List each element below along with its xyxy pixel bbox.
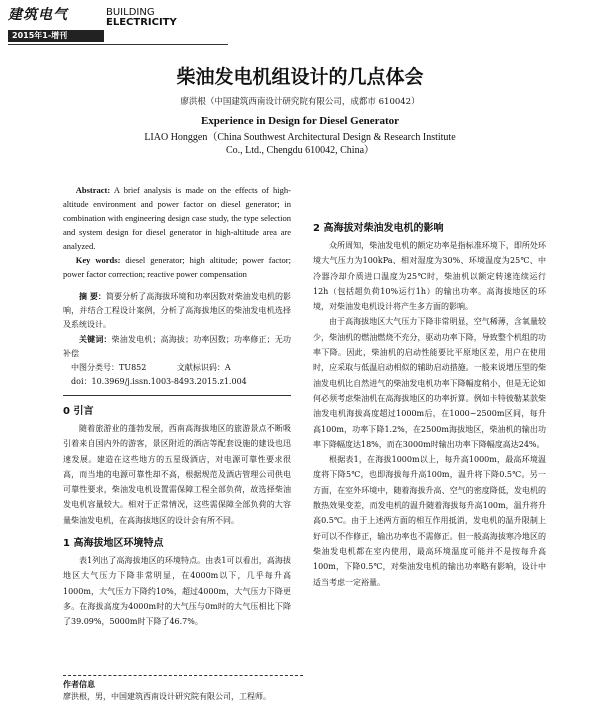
abstract-cn — [63, 289, 291, 332]
author-en-line-1: LIAO Honggen（China Southwest Architectural Design & Research Institute — [144, 132, 456, 143]
abstract-cn-label: 摘 要： — [79, 291, 106, 301]
section-heading-2: 2 高海拔对柴油发电机的影响 — [313, 223, 444, 234]
clc-number: 中图分类号：TU852 — [71, 363, 147, 372]
footnote-rule — [63, 675, 303, 676]
right-column — [313, 185, 546, 590]
journal-name-en — [106, 8, 177, 28]
document-code: 文献标识码：A — [176, 363, 231, 372]
classification-line — [63, 361, 291, 375]
abstract-en — [63, 183, 291, 253]
section-heading-1: 1 高海拔地区环境特点 — [63, 538, 164, 550]
header-rule — [8, 44, 228, 45]
journal-logo: 建筑电气 — [8, 7, 68, 23]
abstract-separator — [63, 395, 291, 396]
author-cn: 廖洪根（中国建筑西南设计研究院有限公司，成都市 610042） — [180, 97, 420, 107]
title-en: Experience in Design for Diesel Generator — [200, 115, 400, 127]
doi: doi：10.3969/j.issn.1003-8493.2015.z1.004 — [71, 377, 247, 386]
author-footnote — [63, 675, 543, 704]
abstract-cn-text: 简要分析了高海拔环境和功率因数对柴油发电机的影响，并结合工程设计案例，分析了高海拔地区的柴油发电机选择及系统设计。 — [63, 292, 291, 329]
keywords-en-text: diesel generator; high altitude; power factor; power factor correction; reactive power compensation — [63, 255, 291, 279]
abstract-en-label: Abstract: — [75, 185, 111, 195]
keywords-en-label: Key words: — [75, 255, 121, 265]
keywords-cn — [63, 332, 291, 361]
journal-header — [8, 4, 228, 44]
left-column — [63, 183, 291, 630]
footnote-text: 廖洪根，男，中国建筑西南设计研究院有限公司，工程师。 — [63, 692, 271, 701]
author-en — [40, 131, 560, 157]
author-en-line-2: Co., Ltd., Chengdu 610042, China） — [225, 145, 375, 156]
section-1-paragraph: 表1列出了高海拔地区的环境特点。由表1可以看出，高海拔地区大气压力下降非常明显，在4000m以下，几乎每升高1000m，大气压力下降约10%，超过4000m，大气压力下降更多。在海拔高度为4000m时的大气压与0m时的大气压相比下降了39.09%，5000m时下降了46.7%。 — [63, 556, 291, 627]
intro-paragraph: 随着旅游业的蓬勃发展，西南高海拔地区的旅游景点不断吸引着来自国内外的游客，景区附近的酒店等配套设施的建设也迅速发展。建造在这些地方的五星级酒店，对电源可靠性要求很高，而当地的电源可靠性却不高，根据规范及酒店管理公司供电可靠性要求，柴油发电机设置需保障工程全部负荷，故选择柴油发电机容量较大。相对于正常情况，这些需保障全部负荷的大容量柴油发电机，在高海拔地区的设计会有所不同。 — [63, 424, 291, 525]
title-cn: 柴油发电机组设计的几点体会 — [176, 66, 424, 88]
section-2-paragraph-2: 由于高海拔地区大气压力下降非常明显，空气稀薄，含氧量较少，柴油机的燃油燃烧不充分，驱动功率下降，导致整个机组的功率下降。因此，柴油机的启动性能要比平原地区差，用户在使用时，应采取与低温启动相似的辅助启动措施。一般来说增压型的柴油发电机比自然进气的柴油发电机功率下降幅度稍小，但是无论如何必须考虑柴油机在高海拔地区的功率折算。例如卡特彼勒某款柴油发电机海拔高度超过1000m后，在1000~2500m区间，每升高100m，功率下降1.2%，在2500m海拔地区，柴油机的输出功率下降幅度达18%，而在3000m时输出功率下降幅度高达24%。 — [313, 317, 546, 449]
keywords-cn-text: 柴油发电机；高海拔；功率因数；功率修正；无功补偿 — [63, 335, 291, 358]
journal-name-en-1: BUILDING — [106, 7, 155, 18]
issue-label: 2015年1-增刊 — [8, 30, 104, 42]
section-heading-intro: 0 引言 — [63, 406, 94, 417]
section-2-paragraph-3: 根据表1，在海拔1000m以上，每升高1000m，最高环境温度将下降5℃，也即海拔每升高100m，温升将下降0.5℃。另一方面，在室外环境中，随着海拔升高、空气的密度降低，发电机的散热效果变差，而发电机的温升随着海拔每升高100m，温升将升高0.5℃。由于上述两方面的相互作用抵消，发电机的温升限制上好可以不作修正，输出功率也不需修正。但一般高海拔寒冷地区的柴油发电机都在室内使用，最高环境温度可能并不是按每升高100m，下降0.5℃，对柴油发电机的输出功率略有影响，设计中适当考虑一定裕量。 — [313, 455, 546, 587]
section-2-paragraph-1: 众所周知，柴油发电机的额定功率是指标准环境下，即所处环境大气压力为100kPa、相对湿度为30%、环境温度为25℃、中冷器冷却介质进口温度为25℃时，柴油机以额定转速连续运行12h（包括超负荷10%运行1h）的输出功率。高海拔地区的环境，对柴油发电机设计将产生多方面的影响。 — [313, 241, 546, 312]
keywords-cn-label: 关键词： — [79, 334, 112, 344]
journal-name-en-2: ELECTRICITY — [106, 17, 177, 28]
keywords-en — [63, 253, 291, 281]
footnote-label: 作者信息 — [63, 680, 95, 689]
abstract-en-text: A brief analysis is made on the effects of high-altitude environment and power factor on diesel generator; in combination with engineering design case study, the type selection and system design for diesel generator in high-altitude area are analyzed. — [63, 185, 291, 251]
